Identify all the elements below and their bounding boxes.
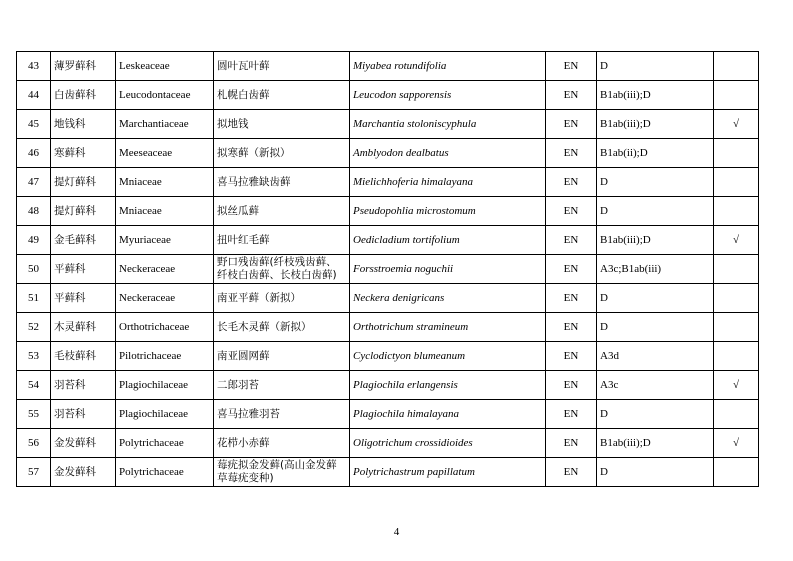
criteria-cell: B1ab(iii);D [597, 429, 714, 458]
status-cell: EN [546, 226, 597, 255]
criteria-cell: B1ab(iii);D [597, 81, 714, 110]
criteria-cell: B1ab(iii);D [597, 110, 714, 139]
scientific-name-cell: Mielichhoferia himalayana [350, 168, 546, 197]
scientific-name-cell: Neckera denigricans [350, 284, 546, 313]
family-chinese-cell: 薄罗藓科 [51, 52, 116, 81]
check-mark-cell [714, 458, 759, 487]
scientific-name-cell: Plagiochila erlangensis [350, 371, 546, 400]
family-latin-cell: Plagiochilaceae [116, 371, 214, 400]
check-mark-cell [714, 168, 759, 197]
row-number-cell: 52 [17, 313, 51, 342]
family-latin-cell: Mniaceae [116, 168, 214, 197]
table-row [17, 226, 759, 255]
family-latin-cell: Plagiochilaceae [116, 400, 214, 429]
family-latin-cell: Leucodontaceae [116, 81, 214, 110]
species-chinese-cell: 长毛木灵藓（新拟） [214, 313, 350, 342]
criteria-cell: A3c;B1ab(iii) [597, 255, 714, 284]
row-number-cell: 56 [17, 429, 51, 458]
criteria-cell: A3c [597, 371, 714, 400]
status-cell: EN [546, 458, 597, 487]
family-latin-cell: Polytrichaceae [116, 429, 214, 458]
check-mark-cell: √ [714, 226, 759, 255]
criteria-cell: D [597, 168, 714, 197]
row-number-cell: 45 [17, 110, 51, 139]
check-mark-cell: √ [714, 429, 759, 458]
table-row [17, 313, 759, 342]
criteria-cell: B1ab(ii);D [597, 139, 714, 168]
criteria-cell: D [597, 52, 714, 81]
family-chinese-cell: 木灵藓科 [51, 313, 116, 342]
status-cell: EN [546, 81, 597, 110]
check-mark-cell [714, 400, 759, 429]
check-mark-cell [714, 313, 759, 342]
species-chinese-cell: 花栉小赤藓 [214, 429, 350, 458]
check-mark-cell [714, 139, 759, 168]
table-body [17, 52, 759, 487]
family-latin-cell: Leskeaceae [116, 52, 214, 81]
table-row [17, 110, 759, 139]
check-mark-cell: √ [714, 371, 759, 400]
check-mark-cell [714, 255, 759, 284]
species-chinese-cell: 扭叶红毛藓 [214, 226, 350, 255]
scientific-name-cell: Oedicladium tortifolium [350, 226, 546, 255]
family-chinese-cell: 金发藓科 [51, 458, 116, 487]
species-table [16, 51, 759, 487]
family-chinese-cell: 平藓科 [51, 284, 116, 313]
family-chinese-cell: 提灯藓科 [51, 197, 116, 226]
family-latin-cell: Polytrichaceae [116, 458, 214, 487]
table-row [17, 342, 759, 371]
status-cell: EN [546, 110, 597, 139]
family-chinese-cell: 羽苔科 [51, 400, 116, 429]
species-chinese-cell: 喜马拉雅缺齿藓 [214, 168, 350, 197]
family-chinese-cell: 金发藓科 [51, 429, 116, 458]
species-chinese-cell: 圆叶瓦叶藓 [214, 52, 350, 81]
species-chinese-cell: 莓疣拟金发藓(高山金发藓草莓疣变种) [214, 458, 350, 487]
criteria-cell: B1ab(iii);D [597, 226, 714, 255]
scientific-name-cell: Marchantia stoloniscyphula [350, 110, 546, 139]
criteria-cell: A3d [597, 342, 714, 371]
scientific-name-cell: Pseudopohlia microstomum [350, 197, 546, 226]
family-chinese-cell: 毛枝藓科 [51, 342, 116, 371]
row-number-cell: 51 [17, 284, 51, 313]
species-chinese-cell: 野口残齿藓(纤枝残齿藓、纤枝白齿藓、长枝白齿藓) [214, 255, 350, 284]
status-cell: EN [546, 342, 597, 371]
criteria-cell: D [597, 284, 714, 313]
table-row [17, 139, 759, 168]
species-chinese-cell: 二郎羽苔 [214, 371, 350, 400]
table-row [17, 371, 759, 400]
scientific-name-cell: Leucodon sapporensis [350, 81, 546, 110]
scientific-name-cell: Amblyodon dealbatus [350, 139, 546, 168]
check-mark-cell [714, 197, 759, 226]
species-chinese-cell: 南亚平藓（新拟） [214, 284, 350, 313]
row-number-cell: 49 [17, 226, 51, 255]
row-number-cell: 47 [17, 168, 51, 197]
family-chinese-cell: 提灯藓科 [51, 168, 116, 197]
family-latin-cell: Mniaceae [116, 197, 214, 226]
status-cell: EN [546, 400, 597, 429]
scientific-name-cell: Orthotrichum stramineum [350, 313, 546, 342]
scientific-name-cell: Forsstroemia noguchii [350, 255, 546, 284]
scientific-name-cell: Miyabea rotundifolia [350, 52, 546, 81]
status-cell: EN [546, 255, 597, 284]
table-row [17, 197, 759, 226]
table-row [17, 81, 759, 110]
family-latin-cell: Meeseaceae [116, 139, 214, 168]
table-row [17, 458, 759, 487]
species-chinese-cell: 札幌白齿藓 [214, 81, 350, 110]
status-cell: EN [546, 168, 597, 197]
family-chinese-cell: 地钱科 [51, 110, 116, 139]
row-number-cell: 46 [17, 139, 51, 168]
species-chinese-cell: 喜马拉雅羽苔 [214, 400, 350, 429]
row-number-cell: 55 [17, 400, 51, 429]
status-cell: EN [546, 313, 597, 342]
check-mark-cell [714, 284, 759, 313]
family-latin-cell: Pilotrichaceae [116, 342, 214, 371]
criteria-cell: D [597, 197, 714, 226]
scientific-name-cell: Cyclodictyon blumeanum [350, 342, 546, 371]
family-chinese-cell: 羽苔科 [51, 371, 116, 400]
status-cell: EN [546, 139, 597, 168]
row-number-cell: 48 [17, 197, 51, 226]
row-number-cell: 43 [17, 52, 51, 81]
row-number-cell: 44 [17, 81, 51, 110]
table-row [17, 400, 759, 429]
family-latin-cell: Marchantiaceae [116, 110, 214, 139]
table-row [17, 168, 759, 197]
species-chinese-cell: 南亚圆网藓 [214, 342, 350, 371]
scientific-name-cell: Polytrichastrum papillatum [350, 458, 546, 487]
status-cell: EN [546, 52, 597, 81]
check-mark-cell [714, 52, 759, 81]
scientific-name-cell: Oligotrichum crossidioides [350, 429, 546, 458]
criteria-cell: D [597, 458, 714, 487]
species-chinese-cell: 拟寒藓（新拟） [214, 139, 350, 168]
row-number-cell: 57 [17, 458, 51, 487]
status-cell: EN [546, 284, 597, 313]
family-chinese-cell: 平藓科 [51, 255, 116, 284]
species-chinese-cell: 拟地钱 [214, 110, 350, 139]
family-latin-cell: Neckeraceae [116, 284, 214, 313]
status-cell: EN [546, 371, 597, 400]
check-mark-cell: √ [714, 110, 759, 139]
species-chinese-cell: 拟丝瓜藓 [214, 197, 350, 226]
check-mark-cell [714, 342, 759, 371]
page-number: 4 [393, 526, 400, 538]
status-cell: EN [546, 197, 597, 226]
criteria-cell: D [597, 313, 714, 342]
family-latin-cell: Orthotrichaceae [116, 313, 214, 342]
scientific-name-cell: Plagiochila himalayana [350, 400, 546, 429]
row-number-cell: 54 [17, 371, 51, 400]
table-row [17, 284, 759, 313]
table-row [17, 429, 759, 458]
family-latin-cell: Neckeraceae [116, 255, 214, 284]
family-chinese-cell: 金毛藓科 [51, 226, 116, 255]
table-row [17, 255, 759, 284]
family-latin-cell: Myuriaceae [116, 226, 214, 255]
table-row [17, 52, 759, 81]
row-number-cell: 50 [17, 255, 51, 284]
status-cell: EN [546, 429, 597, 458]
row-number-cell: 53 [17, 342, 51, 371]
check-mark-cell [714, 81, 759, 110]
family-chinese-cell: 寒藓科 [51, 139, 116, 168]
family-chinese-cell: 白齿藓科 [51, 81, 116, 110]
criteria-cell: D [597, 400, 714, 429]
